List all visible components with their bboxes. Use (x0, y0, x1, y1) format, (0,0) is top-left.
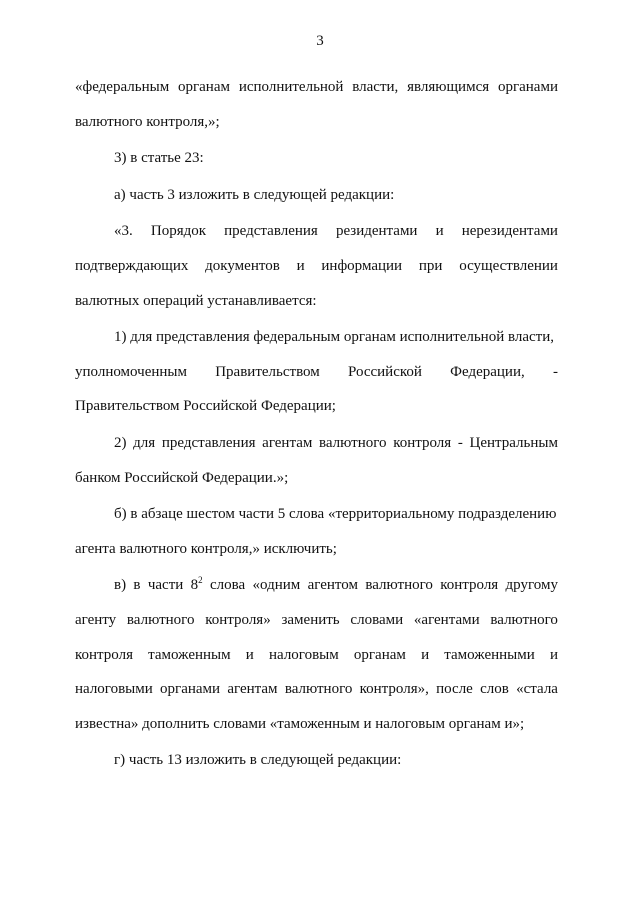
word: агенту (75, 611, 117, 628)
word: части (147, 577, 184, 594)
word: документов (205, 257, 280, 274)
word: слова (210, 577, 246, 594)
paragraph-subitem-2 (75, 426, 558, 495)
word: агентам (227, 681, 278, 698)
justified-line (75, 355, 558, 390)
word: представления (161, 434, 256, 451)
page-number: 3 (316, 33, 324, 49)
word: и (296, 257, 305, 274)
justified-line (75, 603, 558, 638)
justified-line (75, 426, 558, 461)
word: контроля (440, 577, 499, 594)
word: «одним (252, 577, 301, 594)
text-line: г) часть 13 изложить в следующей редакции: (114, 752, 402, 769)
word: являющимся (407, 79, 490, 95)
word: 2) (114, 434, 127, 451)
word: после (436, 681, 473, 698)
paragraph-item-a (75, 178, 558, 213)
word: Федерации, (450, 363, 525, 380)
justified-line-with-superscript (75, 568, 558, 603)
text-line: валютного контроля,»; (75, 113, 220, 130)
word: Правительством (215, 363, 320, 380)
text-line: 3) в статье 23: (114, 150, 204, 167)
word: органами (497, 79, 558, 95)
justified-line (75, 638, 558, 673)
word: заменить (281, 611, 340, 628)
paragraph-article-23 (75, 141, 558, 176)
word: контроля (75, 646, 133, 663)
word: в (133, 577, 141, 594)
word: валютного (284, 681, 353, 698)
word: нерезидентами (461, 223, 558, 240)
word: «федеральным (75, 79, 170, 95)
document-body (75, 70, 558, 780)
word: органами (160, 681, 221, 698)
paragraph-item-v (75, 568, 558, 741)
word: власти, (352, 79, 399, 95)
article-number (191, 568, 203, 603)
word: налоговыми (75, 681, 153, 698)
word: уполномоченным (75, 363, 187, 380)
word: валютного (126, 611, 195, 628)
word: валютного (365, 577, 433, 594)
word: другому (505, 577, 558, 594)
text-line: 1) для представления федеральным органам исполнительной власти, (114, 329, 555, 346)
word: - (552, 363, 558, 380)
word: в) (114, 577, 127, 594)
word: агентом (307, 577, 358, 594)
article-number-base: 8 (190, 577, 199, 594)
word: исполнительной (238, 79, 344, 95)
text-line: известна» дополнить словами «таможенным и налоговым органам и»; (75, 715, 525, 732)
text-line: а) часть 3 изложить в следующей редакции: (114, 186, 395, 203)
justified-line (75, 70, 558, 105)
word: контроля», (359, 681, 429, 698)
word: «3. (114, 223, 133, 240)
justified-line (75, 249, 558, 284)
word: слов (480, 681, 509, 698)
word: контроля» (205, 611, 271, 628)
article-number-superscript: 2 (198, 575, 203, 586)
paragraph-item-b (75, 497, 558, 566)
word: для (133, 434, 156, 451)
paragraph-subitem-1 (75, 320, 558, 424)
word: информации (321, 257, 403, 274)
paragraph-item-g (75, 743, 558, 778)
word: налоговым (269, 646, 339, 663)
word: и (435, 223, 444, 240)
justified-line (75, 214, 558, 249)
text-line: банком Российской Федерации.»; (75, 469, 289, 486)
word: и (245, 646, 254, 663)
word: словами (350, 611, 404, 628)
word: валютного (319, 434, 387, 451)
paragraph-part-3-text (75, 214, 558, 318)
word: валютного (490, 611, 558, 628)
word: и (421, 646, 430, 663)
text-line: б) в абзаце шестом части 5 слова «территориальному подразделению (114, 506, 557, 523)
word: таможенными (444, 646, 535, 663)
word: осуществлении (459, 257, 558, 274)
word: агентам (262, 434, 313, 451)
word: при (418, 257, 443, 274)
word: Центральным (469, 434, 558, 451)
word: контроля (393, 434, 452, 451)
word: органам (178, 79, 230, 95)
word: - (457, 434, 463, 451)
word: «стала (516, 681, 558, 698)
text-line: агента валютного контроля,» исключить; (75, 540, 337, 557)
word: органам (353, 646, 406, 663)
justified-line (75, 672, 558, 707)
paragraph-quote-continuation (75, 70, 558, 139)
word: представления (224, 223, 318, 240)
text-line: валютных операций устанавливается: (75, 292, 317, 309)
word: Российской (347, 363, 422, 380)
word: Порядок (150, 223, 207, 240)
word: резидентами (335, 223, 418, 240)
word: подтверждающих (75, 257, 189, 274)
text-line: Правительством Российской Федерации; (75, 398, 336, 415)
word: и (549, 646, 558, 663)
word: таможенным (148, 646, 231, 663)
word: «агентами (413, 611, 480, 628)
